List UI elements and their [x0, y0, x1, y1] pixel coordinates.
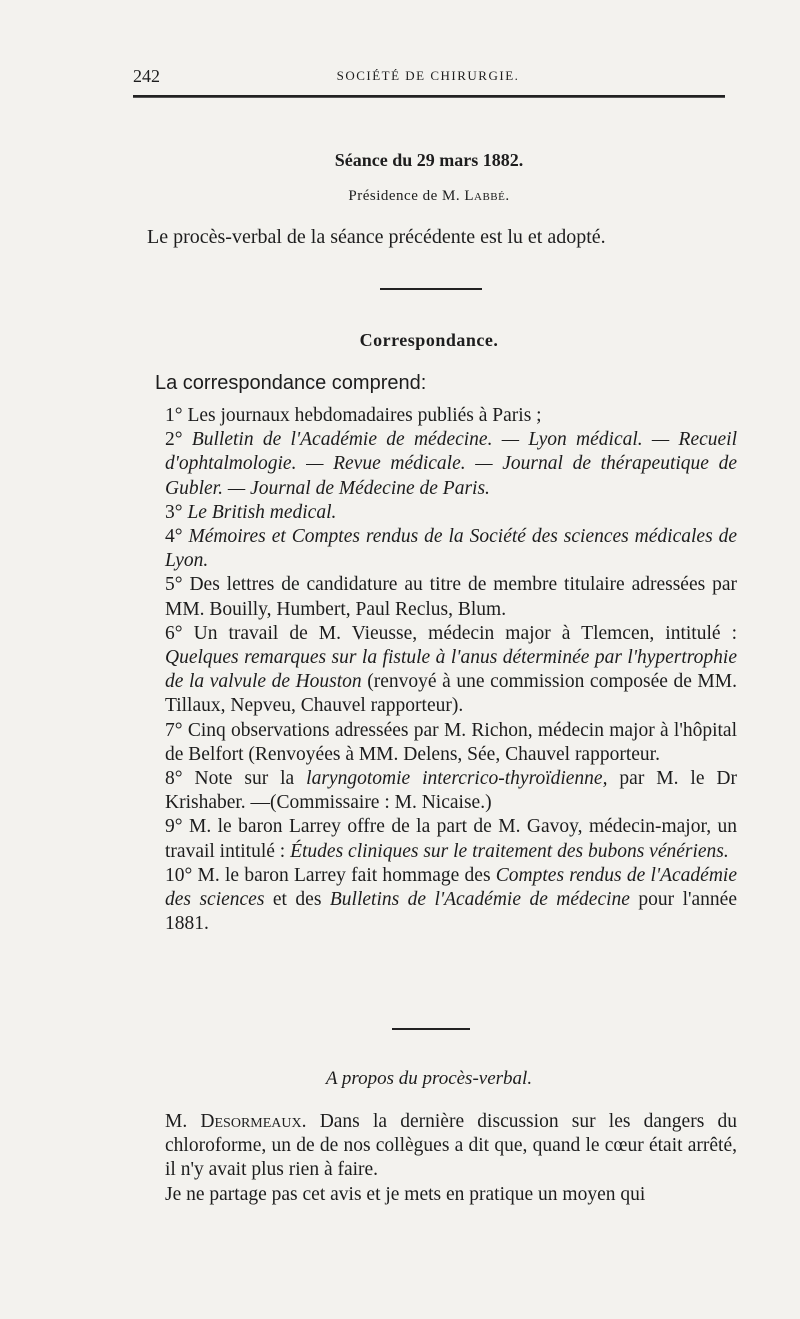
item-number: 8°: [165, 768, 183, 790]
item-title: Études cliniques sur le traitement des bubons vénériens.: [290, 840, 729, 862]
item-number: 5°: [165, 574, 183, 596]
item-number: 10°: [165, 864, 193, 886]
presidence-prefix: Présidence de M.: [348, 188, 465, 204]
apropos-heading: A propos du procès-verbal.: [325, 1068, 533, 1089]
correspondance-intro: La correspondance comprend:: [155, 372, 427, 394]
header-rule: [133, 95, 725, 98]
correspondance-list: [147, 404, 737, 936]
list-item: [147, 622, 737, 719]
item-text: M. le baron Larrey offre de la part de M. Gavoy, médecin-major, un travail intitulé :: [165, 816, 737, 862]
list-item: [147, 525, 737, 573]
section-divider: [380, 288, 482, 290]
correspondance-heading: Correspondance.: [359, 330, 499, 350]
list-item: [147, 719, 737, 767]
list-item: [147, 767, 737, 815]
item-title: Comptes rendus de l'Académie des sciences: [165, 864, 737, 911]
list-item: [147, 864, 737, 937]
item-number: 1°: [165, 405, 183, 426]
item-number: 9°: [165, 816, 183, 838]
item-title: Mémoires et Comptes rendus de la Société des sciences médicales de Lyon.: [165, 526, 737, 572]
item-text: Un travail de M. Vieusse, médecin major à Tlemcen, intitulé :: [182, 622, 737, 644]
item-title: Bulletins de l'Académie de médecine: [329, 889, 630, 911]
item-number: 3°: [165, 501, 183, 523]
list-item: [147, 501, 737, 525]
apropos-body: [147, 1110, 737, 1207]
presidence-name: Labbé: [464, 188, 506, 204]
page-number: 242: [133, 66, 160, 86]
item-text: Des lettres de candidature au titre de membre titulaire adressées par MM. Bouilly, Humbert, Paul Reclus, Blum.: [165, 574, 737, 620]
page-header: [133, 66, 723, 88]
item-text: (renvoyé à une commission composée de MM. Tillaux, Nepveu, Chauvel rapporteur).: [165, 671, 737, 717]
item-text: et des: [264, 889, 330, 911]
running-title: SOCIÉTÉ DE CHIRURGIE.: [336, 68, 520, 83]
proces-verbal-line: Le procès-verbal de la séance précédente est lu et adopté.: [147, 226, 606, 248]
item-text: Cinq observations adressées par M. Richon, médecin major à l'hôpital de Belfort (Renvoyées à MM. Delens, Sée, Chauvel rapporteur.: [165, 719, 737, 765]
speaker-name: M. Desormeaux.: [165, 1111, 307, 1132]
paragraph: [147, 1110, 737, 1183]
item-title: Quelques remarques sur la fistule à l'anus déterminée par l'hypertrophie de la valvule de Houston: [165, 647, 737, 693]
item-title: Le British medical.: [182, 501, 337, 523]
list-item: [147, 404, 737, 428]
presidence-line: [133, 188, 725, 205]
item-text: pour l'année 1881.: [165, 889, 737, 935]
item-number: 6°: [165, 622, 183, 644]
item-title: Bulletin de l'Académie de médecine. — Lyon médical. — Recueil d'ophtalmologie. — Revue médicale. — Journal de thérapeutique de Gubler. — Journal de Médecine de Paris.: [165, 429, 737, 499]
paragraph: Je ne partage pas cet avis et je mets en pratique un moyen qui: [165, 1183, 646, 1205]
list-item: [147, 573, 737, 621]
list-item: [147, 815, 737, 863]
item-text: M. le baron Larrey fait hommage des: [192, 864, 496, 886]
item-title: laryngotomie intercrico-thyroïdienne,: [306, 768, 608, 790]
paragraph-text: Dans la dernière discussion sur les dangers du chloroforme, un de de nos collègues a dit que, quand le cœur était arrêté, il n'y avait plus rien à faire.: [165, 1111, 737, 1181]
session-title: Séance du 29 mars 1882.: [334, 150, 524, 170]
presidence-suffix: .: [505, 188, 510, 204]
list-item: [147, 428, 737, 501]
item-text: Note sur la: [182, 768, 307, 790]
section-divider: [392, 1028, 470, 1030]
item-number: 4°: [165, 526, 183, 548]
item-number: 2°: [165, 429, 183, 451]
item-text: Les journaux hebdomadaires publiés à Paris ;: [182, 405, 542, 426]
item-text: par M. le Dr Krishaber. —(Commissaire : M. Nicaise.): [165, 768, 738, 814]
item-number: 7°: [165, 719, 183, 741]
